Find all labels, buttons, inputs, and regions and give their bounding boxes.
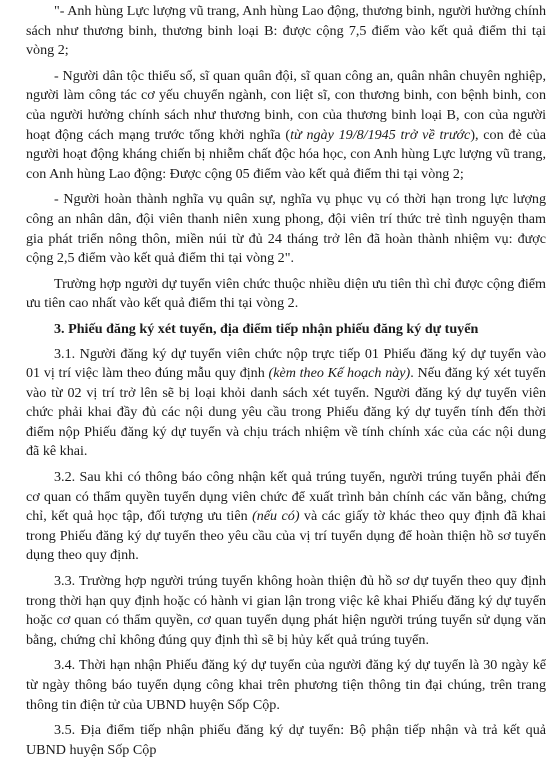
paragraph-3-4 xyxy=(26,656,546,715)
text-run: 3.2. Sau khi có thông báo công nhận kết quả trúng tuyển, người trúng tuyển phải đến cơ quan có thẩm quyền tuyển dụng viên chức để xuất trình bản chính các văn bằng, chứng chỉ, kết quả học tập, đối tượng ưu tiên xyxy=(26,469,546,525)
paragraph-priority-military-service xyxy=(26,190,546,268)
paragraph-3-3 xyxy=(26,572,546,650)
paragraph-3-5 xyxy=(26,721,546,760)
text-run: Trường hợp người dự tuyển viên chức thuộc nhiều diện ưu tiên thì chỉ được cộng điểm ưu tiên cao nhất vào kết quả điểm thi tại vòng 2. xyxy=(26,275,546,312)
text-run: và các giấy tờ khác theo quy định đã khai trong Phiếu đăng ký dự tuyển theo yêu cầu của vị trí tuyển dụng để hoàn thiện hồ sơ tuyển dụng theo quy định. xyxy=(26,508,546,564)
italic-attachment-note: (kèm theo Kế hoạch này) xyxy=(268,365,411,382)
paragraph-3-1 xyxy=(26,345,546,463)
text-run: 3.4. Thời hạn nhận Phiếu đăng ký dự tuyển của người đăng ký dự tuyển là 30 ngày kể từ ngày thông báo tuyển dụng công khai trên phương tiện thông tin đại chúng, trên trang thông tin điện tử của UBND huyện Sốp Cộp. xyxy=(26,657,546,713)
italic-if-any-note: (nếu có) xyxy=(252,508,300,525)
text-run: 3.5. Địa điểm tiếp nhận phiếu đăng ký dự tuyển: Bộ phận tiếp nhận và trả kết quả UBND huyện Sốp Cộp xyxy=(26,722,546,758)
text-run: 3.3. Trường hợp người trúng tuyển không hoàn thiện đủ hồ sơ dự tuyển theo quy định trong thời hạn quy định hoặc có hành vi gian lận trong việc kê khai Phiếu đăng ký dự tuyển hoặc cơ quan có thẩm quyền, cơ quan tuyển dụng phát hiện người trúng tuyển sử dụng văn bằng, chứng chỉ không đúng quy định thì sẽ bị hủy kết quả trúng tuyển. xyxy=(26,573,546,648)
text-run: . Nếu đăng ký xét tuyển vào từ 02 vị trí trở lên sẽ bị loại khỏi danh sách xét tuyển. Người đăng ký dự tuyển viên chức phải khai đầy đủ các nội dung yêu cầu trong Phiếu đăng ký dự tuyển tính đến thời điểm nộp Phiếu đăng ký dự tuyển và chịu trách nhiệm về tính chính xác của các nội dung đã kê khai. xyxy=(26,365,546,460)
italic-date-note: từ ngày 19/8/1945 trở về trước xyxy=(290,126,471,143)
paragraph-multiple-priority-rule xyxy=(26,275,546,314)
paragraph-priority-ethnic-minority xyxy=(26,67,546,185)
text-run: - Người hoàn thành nghĩa vụ quân sự, nghĩa vụ phục vụ có thời hạn trong lực lượng công an nhân dân, đội viên thanh niên xung phong, đội viên trí thức trẻ tình nguyện tham gia phát triển nông thôn, miền núi từ đủ 24 tháng trở lên đã hoàn thành nhiệm vụ: được cộng 2,5 điểm vào kết quả điểm thi tại vòng 2". xyxy=(26,191,546,267)
text-run: - Người dân tộc thiểu số, sĩ quan quân đội, sĩ quan công an, quân nhân chuyên nghiệp, người làm công tác cơ yếu chuyển ngành, con liệt sĩ, con thương binh, con bệnh binh, con của người hưởng chính sách như thương binh, con của thương binh loại B, con của người hoạt động cách mạng trước tổng khởi nghĩa ( xyxy=(26,67,546,143)
text-run: "- Anh hùng Lực lượng vũ trang, Anh hùng Lao động, thương binh, người hưởng chính sách như thương binh, thương binh loại B: được cộng 7,5 điểm vào kết quả điểm thi tại vòng 2; xyxy=(26,3,546,59)
text-run: ), con đẻ của người hoạt động kháng chiến bị nhiễm chất độc hóa học, con Anh hùng Lực lượng vũ trang, con Anh hùng Lao động: Được cộng 05 điểm vào kết quả điểm thi tại vòng 2; xyxy=(26,126,547,182)
paragraph-3-2 xyxy=(26,468,546,566)
paragraph-priority-heroes xyxy=(26,2,546,61)
text-run: 3.1. Người đăng ký dự tuyển viên chức nộp trực tiếp 01 Phiếu đăng ký dự tuyển vào 01 vị trí việc làm theo đúng mẫu quy định xyxy=(26,345,546,382)
section-heading-registration: 3. Phiếu đăng ký xét tuyển, địa điểm tiếp nhận phiếu đăng ký dự tuyển xyxy=(54,320,479,337)
